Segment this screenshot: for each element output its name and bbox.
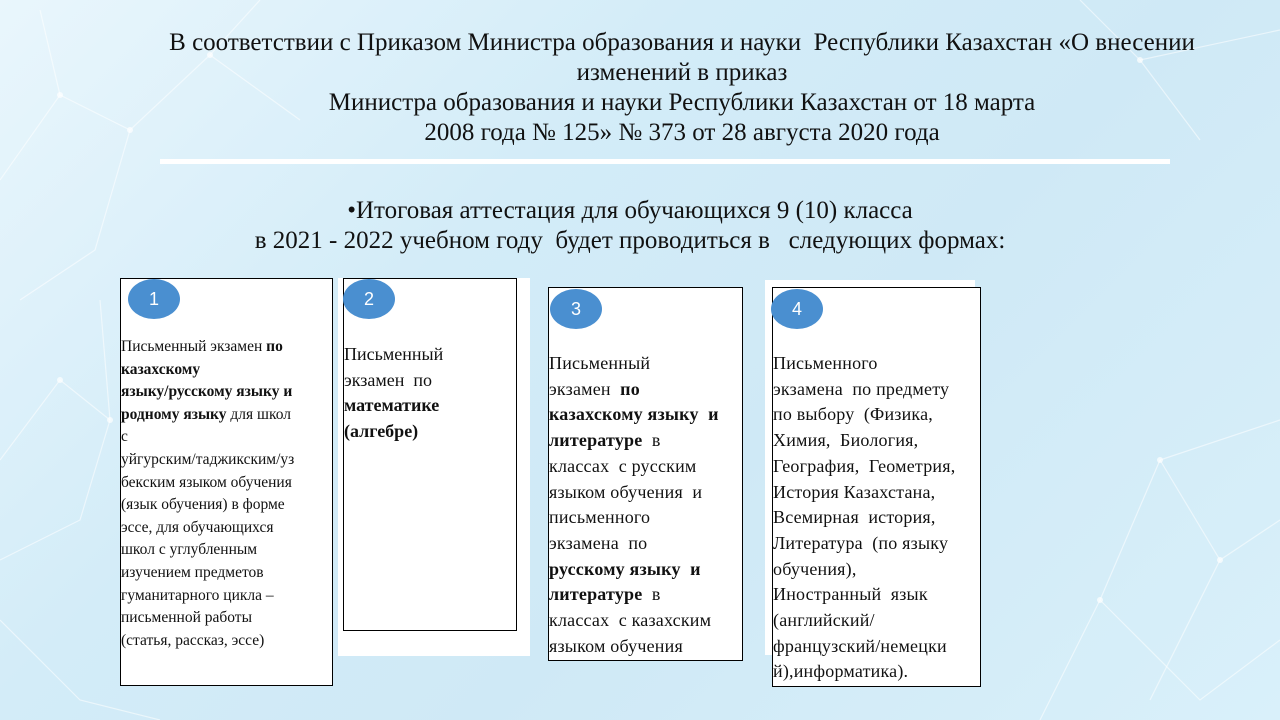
card-text-segment: экзамен: [549, 378, 621, 399]
attestation-subtitle: [120, 196, 1140, 256]
card-text-line: [773, 505, 981, 531]
card-text-line: [121, 404, 333, 427]
card-text-line: [121, 426, 333, 449]
card-text-line: [549, 582, 743, 608]
card-text-line: [773, 634, 981, 660]
card-text-segment: История Казахстана,: [773, 481, 936, 502]
exam-card-1-number-badge: 1: [128, 279, 180, 319]
card-text-line: [121, 539, 333, 562]
card-text-line: [121, 585, 333, 608]
card-text-bold: литературе: [549, 584, 643, 605]
card-text-line: [121, 607, 333, 630]
card-text-bold: по: [266, 338, 283, 355]
card-text-segment: эссе, для обучающихся: [121, 518, 274, 536]
card-text-segment: письменного: [549, 507, 651, 528]
card-text-segment: изучением предметов: [121, 563, 264, 581]
card-text-line: [773, 557, 981, 583]
card-text-line: [121, 381, 333, 404]
exam-card-2-text: [344, 342, 517, 445]
card-text-segment: География, Геометрия,: [773, 455, 956, 476]
card-text-segment: (статья, рассказ, эссе): [121, 631, 265, 649]
card-text-bold: русскому языку и: [549, 558, 701, 579]
card-text-segment: для школ: [226, 405, 291, 423]
card-text-line: [549, 505, 743, 531]
card-text-segment: уйгурским/таджикским/уз: [121, 450, 295, 468]
card-text-bold: родному языку: [121, 405, 227, 423]
card-text-bold: казахскому: [121, 360, 201, 378]
card-text-segment: обучения),: [773, 558, 857, 579]
heading-line-3: Министра образования и науки Республики Казахстан от 18 марта: [328, 89, 1036, 116]
exam-card-1-text: [121, 336, 333, 652]
card-text-segment: школ с углубленным: [121, 541, 258, 559]
card-text-line: [344, 393, 517, 419]
card-text-segment: Письменного: [773, 353, 878, 373]
card-text-segment: (английский/: [773, 610, 875, 631]
card-text-bold: литературе: [549, 430, 643, 451]
card-text-segment: в: [642, 584, 661, 605]
card-text-line: [344, 342, 517, 368]
card-text-line: [549, 377, 743, 403]
card-text-segment: (язык обучения) в форме: [121, 496, 285, 514]
card-text-line: [549, 428, 743, 454]
card-text-line: [549, 608, 743, 634]
exam-card-4: [772, 287, 981, 687]
card-text-segment: й),информатика).: [773, 661, 909, 682]
card-text-segment: Письменный: [344, 344, 444, 364]
card-text-line: [549, 557, 743, 583]
card-text-segment: письменной работы: [121, 609, 252, 627]
card-text-line: [121, 517, 333, 540]
card-text-segment: экзамена по предмету: [773, 378, 950, 399]
card-text-line: [549, 634, 743, 660]
card-text-segment: Химия, Биология,: [773, 430, 919, 451]
card-text-segment: в: [642, 430, 661, 451]
card-text-line: [549, 351, 743, 377]
card-text-line: [121, 449, 333, 472]
card-text-segment: по выбору (Физика,: [773, 404, 933, 425]
exam-card-2: [343, 278, 517, 631]
card-text-segment: экзамена по: [549, 532, 648, 553]
card-text-segment: с: [121, 428, 128, 446]
card-text-line: [773, 659, 981, 685]
card-text-line: [773, 531, 981, 557]
card-text-line: [773, 351, 981, 377]
card-text-line: [121, 359, 333, 382]
card-text-line: [773, 480, 981, 506]
card-text-line: [121, 472, 333, 495]
card-text-line: [773, 608, 981, 634]
heading-line-4: 2008 года № 125» № 373 от 28 августа 2020 года: [424, 119, 940, 146]
card-text-segment: классах с русским: [549, 455, 697, 476]
exam-card-3-number-badge: 3: [550, 289, 602, 329]
exam-card-3-text: [549, 351, 743, 659]
exam-card-4-number-badge: 4: [771, 289, 823, 329]
exam-card-2-number-badge: 2: [343, 279, 395, 319]
exam-card-1: [120, 278, 333, 686]
subtitle-line-2: в 2021 - 2022 учебном году будет проводиться в следующих формах:: [254, 227, 1006, 254]
card-text-bold: математике: [344, 395, 440, 416]
card-text-line: [773, 428, 981, 454]
card-text-segment: Письменный экзамен: [121, 338, 267, 355]
card-text-line: [549, 402, 743, 428]
subtitle-line-1: •Итоговая аттестация для обучающихся 9 (10) класса: [347, 197, 913, 224]
card-text-line: [121, 562, 333, 585]
card-text-bold: языку/русскому языку и: [121, 383, 293, 401]
card-text-line: [344, 368, 517, 394]
heading-line-1: В соответствии с Приказом Министра образования и науки Республики Казахстан «О внесении: [169, 29, 1195, 56]
card-text-segment: экзамен по: [344, 369, 432, 390]
card-text-line: [773, 582, 981, 608]
card-text-line: [121, 336, 333, 359]
order-reference-heading: [100, 28, 1264, 148]
card-text-line: [773, 454, 981, 480]
card-text-segment: французский/немецки: [773, 635, 947, 656]
card-text-line: [549, 480, 743, 506]
card-text-segment: классах с казахским: [549, 610, 712, 631]
card-text-bold: по: [620, 378, 640, 399]
card-text-segment: Письменный: [549, 353, 651, 373]
card-text-segment: Литература (по языку: [773, 532, 949, 553]
heading-divider: [160, 159, 1170, 164]
card-text-line: [549, 454, 743, 480]
card-text-segment: языком обучения: [549, 635, 683, 656]
card-text-segment: гуманитарного цикла –: [121, 586, 274, 604]
exam-card-4-text: [773, 351, 981, 685]
card-text-bold: (алгебре): [344, 421, 419, 442]
card-text-bold: казахскому языку и: [549, 404, 719, 425]
card-text-segment: Всемирная история,: [773, 507, 936, 528]
card-text-line: [344, 419, 517, 445]
card-text-line: [121, 494, 333, 517]
card-text-segment: бекским языком обучения: [121, 473, 292, 491]
card-text-line: [773, 377, 981, 403]
heading-line-2: изменений в приказ: [576, 59, 788, 86]
card-text-segment: Иностранный язык: [773, 584, 928, 605]
card-text-line: [549, 531, 743, 557]
exam-card-3: [548, 287, 743, 661]
card-text-line: [773, 402, 981, 428]
card-text-segment: языком обучения и: [549, 481, 703, 502]
card-text-line: [121, 630, 333, 653]
